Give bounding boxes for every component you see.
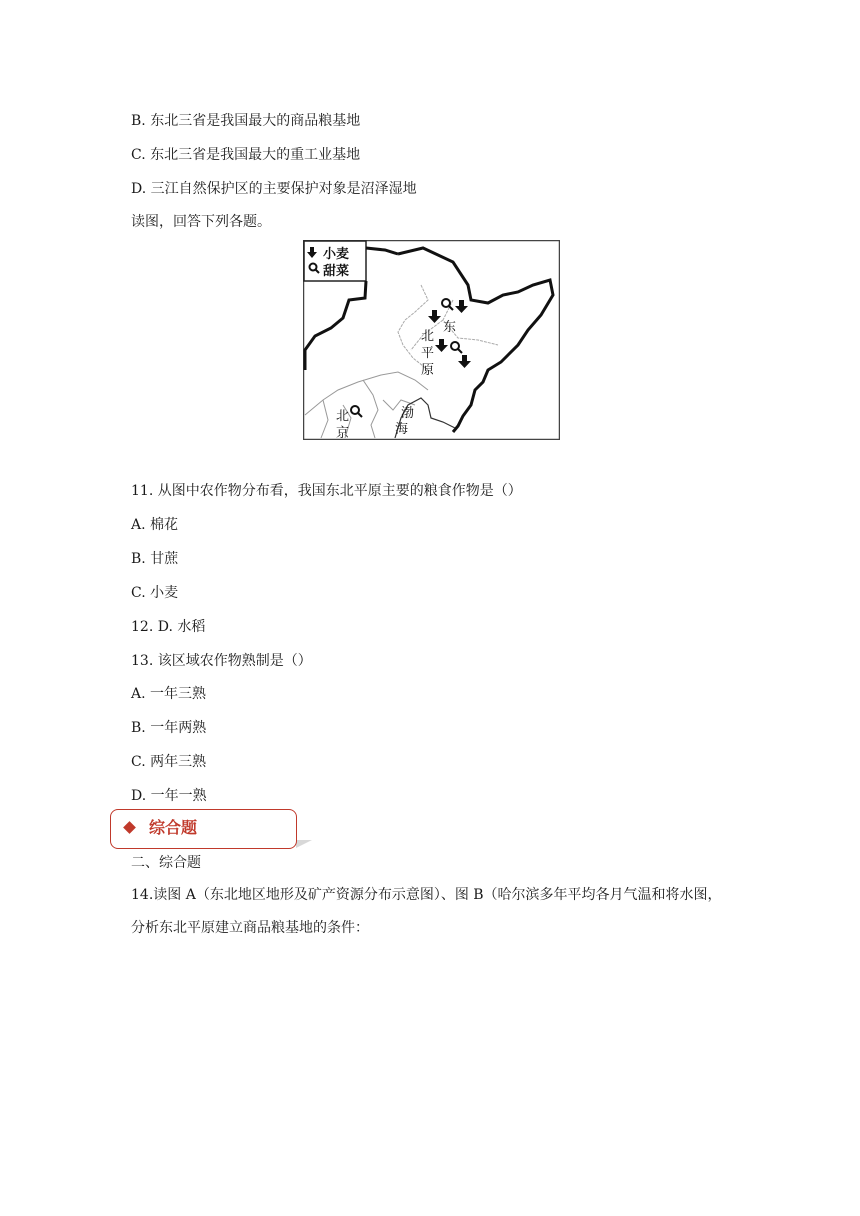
q14-stem: 14.读图 A（东北地区地形及矿产资源分布示意图）、图 B（哈尔滨多年平均各月气温和将水图，分析东北平原建立商品粮基地的条件： [131,887,722,936]
section-banner-title: 综合题 [149,818,198,837]
q11-option-b: B. 甘蔗 [131,551,179,567]
option-d-prev: D. 三江自然保护区的主要保护对象是沼泽湿地 [131,181,417,197]
northeast-crop-map [303,240,560,440]
intro-text: 读图，回答下列各题。 [131,214,271,230]
q12-stem: 12. D. 水稻 [131,619,206,635]
q13-option-b: B. 一年两熟 [131,720,207,736]
map-svg [303,240,560,440]
plain-label-4: 原 [421,363,435,378]
plain-label-2: 北 [421,329,435,344]
option-b-prev: B. 东北三省是我国最大的商品粮基地 [131,113,361,129]
legend-wheat-label: 小麦 [323,247,350,262]
plain-label-3: 平 [421,346,435,361]
q13-stem: 13. 该区域农作物熟制是（） [131,653,312,669]
legend-beet-label: 甜菜 [323,264,350,279]
section-banner [110,809,297,849]
section-banner-shadow [296,840,312,848]
q11-option-c: C. 小麦 [131,585,179,601]
beijing-label-2: 京 [336,426,350,440]
q13-option-a: A. 一年三熟 [131,686,207,702]
q13-option-c: C. 两年三熟 [131,754,207,770]
bohai-label-1: 渤 [401,406,415,421]
q11-option-a: A. 棉花 [131,517,179,533]
section-heading: 二、综合题 [131,855,201,871]
plain-label-1: 东 [443,320,457,335]
q11-stem: 11. 从图中农作物分布看，我国东北平原主要的粮食作物是（） [131,483,522,499]
bohai-label-2: 海 [395,422,409,437]
beijing-label-1: 北 [336,409,350,424]
q13-option-d: D. 一年一熟 [131,788,207,804]
option-c-prev: C. 东北三省是我国最大的重工业基地 [131,147,361,163]
